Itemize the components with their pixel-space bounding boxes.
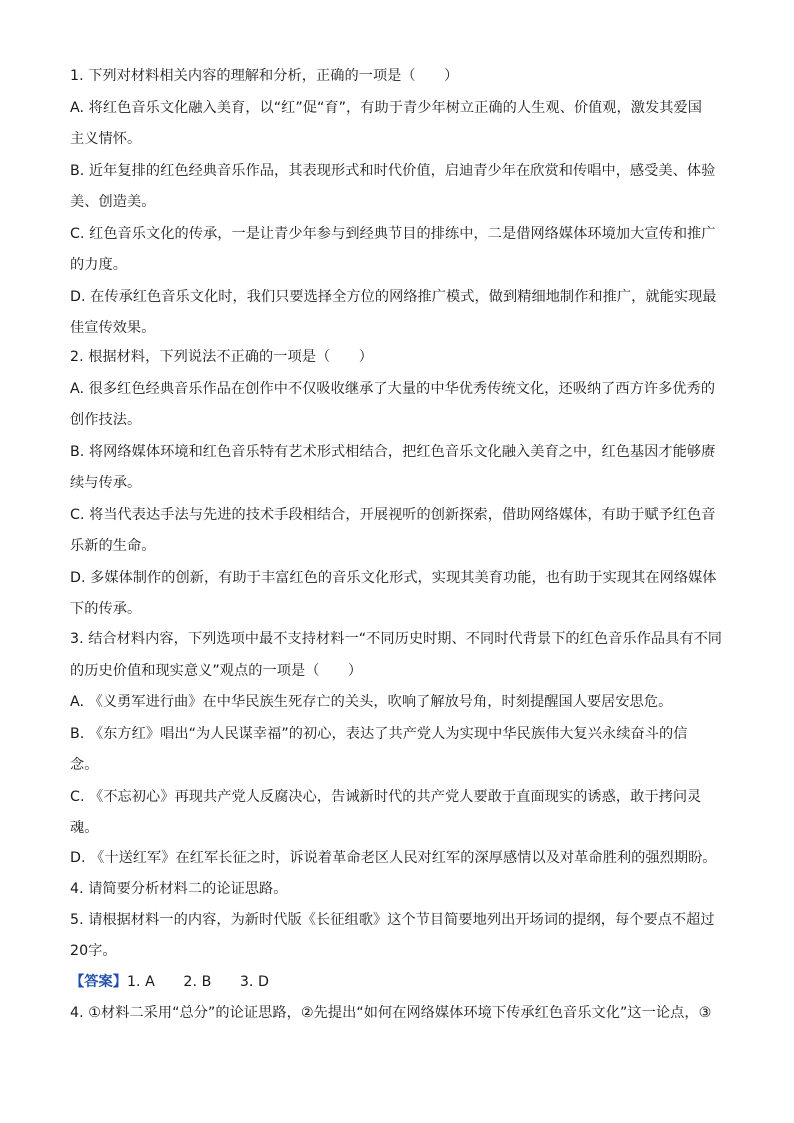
q3-option-b-cont: 念。	[70, 757, 99, 773]
q5-stem-cont: 20字。	[70, 943, 117, 959]
q2-option-a-cont: 创作技法。	[70, 412, 142, 428]
q2-option-c-cont: 乐新的生命。	[70, 538, 156, 554]
q3-option-b: B. 《东方红》唱出“为人民谋幸福”的初心，表达了共产党人为实现中华民族伟大复兴永续奋斗的信	[70, 726, 688, 742]
q1-stem: 1. 下列对材料相关内容的理解和分析，正确的一项是（ ）	[70, 68, 459, 84]
q2-stem: 2. 根据材料，下列说法不正确的一项是（ ）	[70, 349, 373, 365]
q1-option-b: B. 近年复排的红色经典音乐作品，其表现形式和时代价值，启迪青少年在欣赏和传唱中，感受美、体验	[70, 163, 716, 179]
q2-option-b-cont: 续与传承。	[70, 475, 142, 491]
q3-option-c: C. 《不忘初心》再现共产党人反腐决心，告诫新时代的共产党人要敢于直面现实的诱惑，敢于拷问灵	[70, 789, 702, 805]
q2-option-d: D. 多媒体制作的创新，有助于丰富红色的音乐文化形式，实现其美育功能，也有助于实现其在网络媒体	[70, 570, 717, 586]
q3-stem: 3. 结合材料内容，下列选项中最不支持材料一“不同历史时期、不同时代背景下的红色音乐作品具有不同	[70, 631, 723, 647]
q3-option-c-cont: 魂。	[70, 820, 99, 836]
q1-option-d: D. 在传承红色音乐文化时，我们只要选择全方位的网络推广模式，做到精细地制作和推广，就能实现最	[70, 289, 717, 305]
q3-option-a: A. 《义勇军进行曲》在中华民族生死存亡的关头，吹响了解放号角，时刻提醒国人要居安思危。	[70, 694, 673, 710]
q1-option-b-cont: 美、创造美。	[70, 194, 156, 210]
q1-option-a: A. 将红色音乐文化融入美育，以“红”促“育”，有助于青少年树立正确的人生观、价值观，激发其爱国	[70, 100, 702, 116]
q1-option-d-cont: 佳宣传效果。	[70, 320, 156, 336]
q2-option-a: A. 很多红色经典音乐作品在创作中不仅吸收继承了大量的中华优秀传统文化，还吸纳了西方许多优秀的	[70, 381, 716, 397]
q2-option-d-cont: 下的传承。	[70, 601, 142, 617]
q2-option-b: B. 将网络媒体环境和红色音乐特有艺术形式相结合，把红色音乐文化融入美育之中，红色基因才能够赓	[70, 444, 716, 460]
answer-q4: 4. ①材料二采用“总分”的论证思路，②先提出“如何在网络媒体环境下传承红色音乐文化”这一论点，③	[70, 1005, 712, 1021]
q1-option-c: C. 红色音乐文化的传承，一是让青少年参与到经典节目的排练中，二是借网络媒体环境加大宣传和推广	[70, 226, 716, 242]
answer-tag: 【答案】	[70, 974, 127, 990]
answer-values: 1. A 2. B 3. D	[126, 974, 270, 990]
q1-option-a-cont: 主义情怀。	[70, 131, 142, 147]
q3-option-d: D. 《十送红军》在红军长征之时，诉说着革命老区人民对红军的深厚感情以及对革命胜利的强烈期盼。	[70, 850, 717, 866]
q1-option-c-cont: 的力度。	[70, 257, 127, 273]
q5-stem: 5. 请根据材料一的内容，为新时代版《长征组歌》这个节目简要地列出开场词的提纲，每个要点不超过	[70, 912, 715, 928]
q3-stem-cont: 的历史价值和现实意义”观点的一项是（ ）	[70, 663, 363, 679]
q4-stem: 4. 请简要分析材料二的论证思路。	[70, 881, 288, 897]
answer-line	[70, 972, 740, 992]
q2-option-c: C. 将当代表达手法与先进的技术手段相结合，开展视听的创新探索，借助网络媒体，有助于赋予红色音	[70, 507, 716, 523]
